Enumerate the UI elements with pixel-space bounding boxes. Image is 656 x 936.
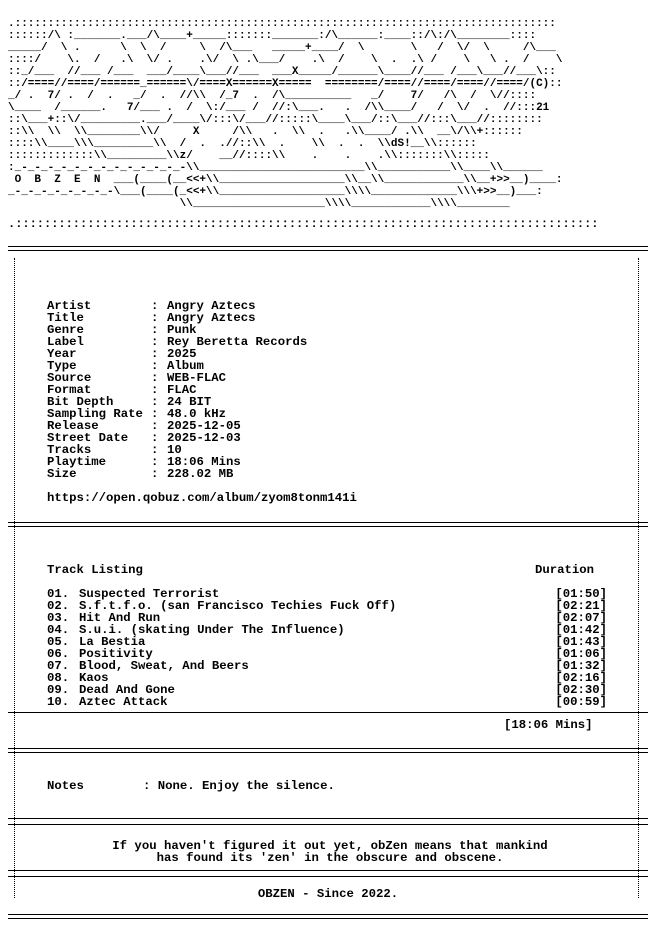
info-value: Angry Aztecs [167, 311, 256, 325]
track-row [47, 696, 607, 708]
info-separator: : [151, 299, 159, 313]
track-duration: [00:59] [555, 695, 607, 709]
track-number: 07. [47, 659, 70, 673]
track-duration: [01:06] [555, 647, 607, 661]
info-separator: : [151, 431, 159, 445]
track-number: 05. [47, 635, 70, 649]
track-duration: [01:43] [555, 635, 607, 649]
info-separator: : [151, 371, 159, 385]
track-number: 10. [47, 695, 70, 709]
info-key: Format [47, 383, 92, 397]
notes-value: None. Enjoy the silence. [157, 779, 335, 793]
info-key: Sampling Rate [47, 407, 143, 421]
track-number: 09. [47, 683, 70, 697]
info-value: 228.02 MB [167, 467, 234, 481]
info-key: Bit Depth [47, 395, 114, 409]
info-key: Type [47, 359, 77, 373]
divider-line [8, 250, 648, 251]
info-key: Size [47, 467, 77, 481]
track-number: 03. [47, 611, 70, 625]
track-title: Blood, Sweat, And Beers [79, 659, 249, 673]
info-key: Street Date [47, 431, 129, 445]
info-separator: : [151, 467, 159, 481]
total-playtime: [18:06 Mins] [504, 718, 593, 732]
divider-line [8, 712, 648, 713]
info-value: Album [167, 359, 204, 373]
info-value: 24 BIT [167, 395, 212, 409]
track-title: Hit And Run [79, 611, 161, 625]
track-duration: [02:21] [555, 599, 607, 613]
divider-line [8, 918, 648, 919]
info-value: Angry Aztecs [167, 299, 256, 313]
track-title: S.u.i. (skating Under The Influence) [79, 623, 345, 637]
divider-line [8, 246, 648, 247]
info-separator: : [151, 335, 159, 349]
notes-key: Notes [47, 779, 84, 793]
info-value: 48.0 kHz [167, 407, 227, 421]
footer-text: OBZEN - Since 2022. [257, 887, 399, 901]
left-border [14, 258, 16, 898]
track-title: Aztec Attack [79, 695, 168, 709]
track-number: 01. [47, 587, 70, 601]
info-value: 2025-12-05 [167, 419, 241, 433]
info-value: Punk [167, 323, 197, 337]
notes-line [47, 780, 335, 792]
info-value: 2025-12-03 [167, 431, 241, 445]
track-title: La Bestia [79, 635, 146, 649]
info-value: 2025 [167, 347, 197, 361]
info-value: Rey Beretta Records [167, 335, 308, 349]
info-key: Artist [47, 299, 92, 313]
track-title: Suspected Terrorist [79, 587, 220, 601]
track-title: Dead And Gone [79, 683, 175, 697]
track-title: S.f.t.f.o. (san Francisco Techies Fuck Off) [79, 599, 397, 613]
track-number: 08. [47, 671, 70, 685]
track-row [47, 660, 607, 672]
info-key: Label [47, 335, 84, 349]
track-duration: [01:50] [555, 587, 607, 601]
info-value: 18:06 Mins [167, 455, 241, 469]
divider-line [8, 824, 648, 825]
divider-line [8, 818, 648, 819]
info-key: Year [47, 347, 77, 361]
credo-line-2: has found its 'zen' in the obscure and obscene. [156, 851, 504, 865]
info-key: Playtime [47, 455, 107, 469]
track-number: 02. [47, 599, 70, 613]
info-key: Genre [47, 323, 84, 337]
info-separator: : [151, 455, 159, 469]
info-separator: : [151, 347, 159, 361]
divider-line [8, 870, 648, 871]
info-separator: : [151, 311, 159, 325]
top-dotted-rule: .::::::::::::::::::::::::::::::::::::::::::::::::::::::::::::::::::::::::::::::::: [8, 217, 599, 231]
notes-separator: : [143, 779, 151, 793]
ascii-banner-art: .:::::::::::::::::::::::::::::::::::::::::::::::::::::::::::::::::::::::::::::::::: ::::::/\ :_______.___/\____+_____:::::::_______:/\______:____::/\:/\________:::: _____/ \ . \ \ / \ /\___ _____+____/ \ \ / \/ \ /\___ ::::/ \. / .\ \/ . .\/ \ .\___/ .\ / \ . .\ / \ \ . / \ ::_/___ //___ /___ ___/____\___//___ ___X_____/______\____//___ /___\___//___\:: ::/====//====/======_======\/====X======X===== ========/====//====/====//====/(C):: _/ . 7/ . / . _/ . //\\ /_7 . /\__________ _/ 7/ /\ / \//:::: \____ /______. 7/___ . / \:/___ / //:\___. . /\\____/ / \/ . //:::21 ::\___+::\/_________.___/____\/:::\/___//:::::\____\___/::\___//:::\___//:::::::: ::\\ \\ \\________\\/ X /\\ . \\ . .\\____/ .\\ __\/\\+:::::: ::::\\____\\\_________\\ / . .//::\\ . \\ . . \\dS!__\\:::::: :::::::::::::\\_________\\z/ __//::::\\ . . .\\:::::::\\::::: :_-_-_-_-_-_-_-_-_-_-_-_-_-\\_________________________\\___________\\____\\______ O B Z E N ___(____(__<<+\\___________________\\__\\____________\\__+>>__)____: _-_-_-_-_-_-_-_-\___(____(_<<+\\___________________\\\\_____________\\\+>>__)___: \\____________________\\\\____________\\\\________ [8, 18, 563, 210]
info-value: FLAC [167, 383, 197, 397]
info-separator: : [151, 359, 159, 373]
track-title: Kaos [79, 671, 109, 685]
track-number: 06. [47, 647, 70, 661]
info-key: Release [47, 419, 99, 433]
track-listing-title: Track Listing [47, 563, 143, 577]
info-key: Title [47, 311, 84, 325]
divider-line [8, 876, 648, 877]
track-duration: [02:16] [555, 671, 607, 685]
info-key: Source [47, 371, 92, 385]
album-url-link[interactable]: https://open.qobuz.com/album/zyom8tonm141i [47, 491, 357, 505]
track-duration: [01:42] [555, 623, 607, 637]
track-duration: [02:07] [555, 611, 607, 625]
info-separator: : [151, 323, 159, 337]
credo-line-1: If you haven't figured it out yet, obZen means that mankind [112, 839, 548, 853]
info-separator: : [151, 383, 159, 397]
track-number: 04. [47, 623, 70, 637]
right-border [638, 258, 640, 898]
divider-line [8, 522, 648, 523]
info-value: 10 [167, 443, 182, 457]
divider-line [8, 752, 648, 753]
info-row [47, 468, 233, 480]
track-title: Positivity [79, 647, 153, 661]
info-key: Tracks [47, 443, 92, 457]
info-separator: : [151, 419, 159, 433]
duration-header: Duration [535, 563, 595, 577]
track-duration: [01:32] [555, 659, 607, 673]
track-duration: [02:30] [555, 683, 607, 697]
divider-line [8, 748, 648, 749]
info-separator: : [151, 443, 159, 457]
info-value: WEB-FLAC [167, 371, 227, 385]
divider-line [8, 526, 648, 527]
info-separator: : [151, 407, 159, 421]
divider-line [8, 914, 648, 915]
info-separator: : [151, 395, 159, 409]
